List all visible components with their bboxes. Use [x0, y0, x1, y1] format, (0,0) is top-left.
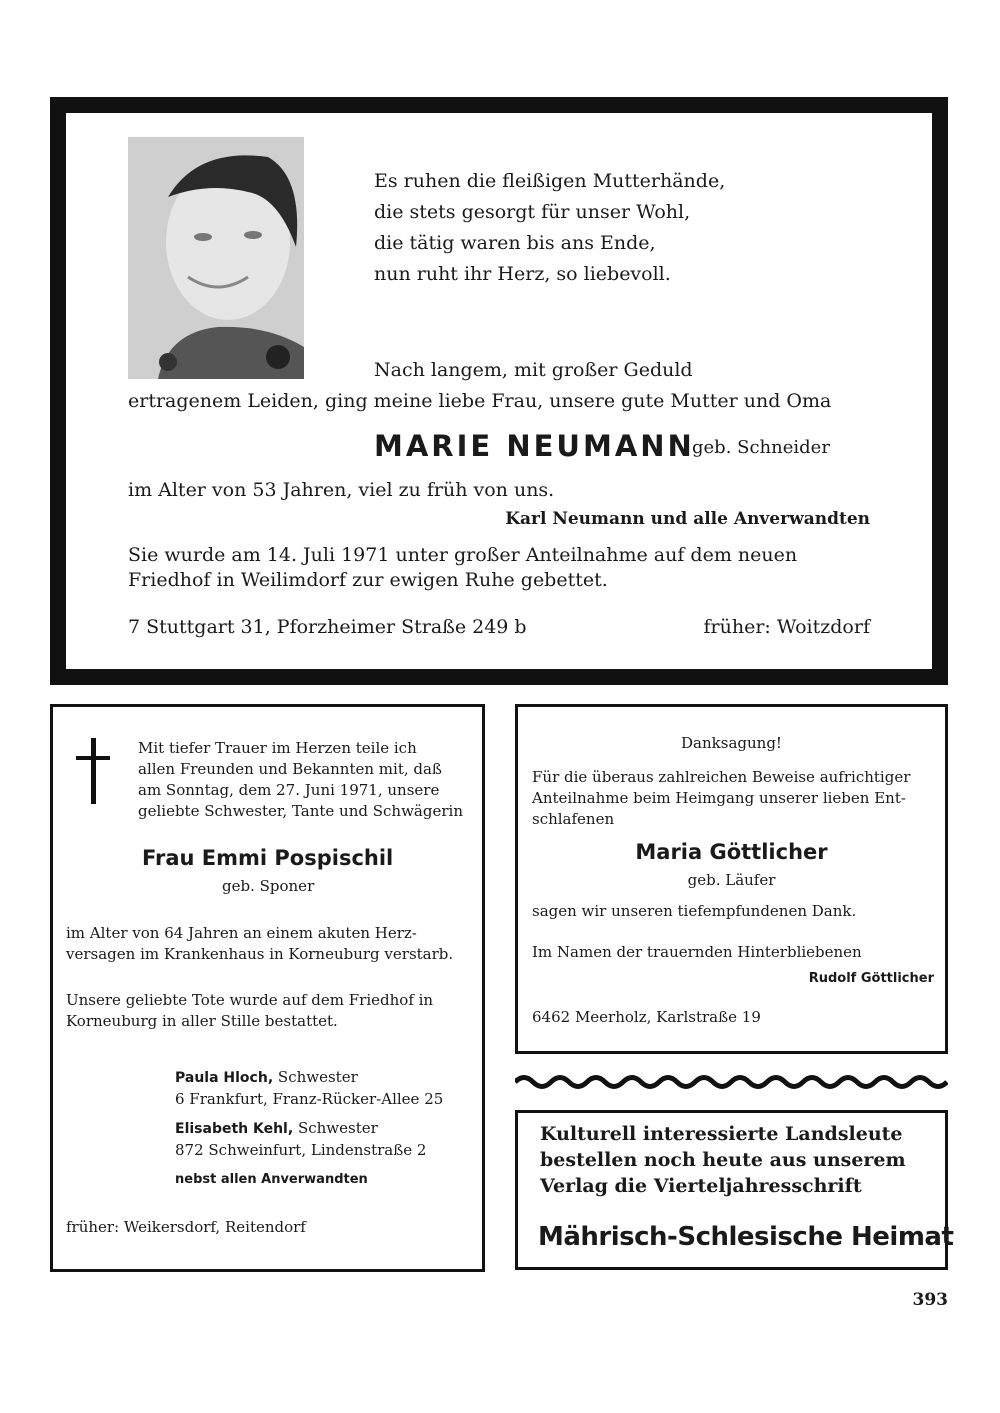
advert-line: bestellen noch heute aus unserem [540, 1149, 906, 1171]
poem-line: die tätig waren bis ans Ende, [374, 232, 656, 254]
mourner-1 [175, 1067, 443, 1110]
formerly: früher: Woitzdorf [703, 616, 870, 638]
maiden-name: geb. Schneider [692, 437, 830, 458]
age-line: im Alter von 53 Jahren, viel zu früh von uns. [128, 479, 555, 501]
right-intro-line: schlafenen [532, 810, 615, 828]
thanks-text: sagen wir unseren tiefempfundenen Dank. [532, 902, 857, 920]
left-death-line: im Alter von 64 Jahren an einem akuten Herz- [66, 924, 417, 942]
left-burial-text [66, 990, 433, 1032]
poem-line: Es ruhen die fleißigen Mutterhände, [374, 170, 726, 192]
mourner-1-name: Paula Hloch, [175, 1070, 274, 1086]
deceased-name: MARIE NEUMANN [374, 429, 695, 463]
advert-line: Kulturell interessierte Landsleute [540, 1123, 903, 1145]
mourner-2-name: Elisabeth Kehl, [175, 1121, 294, 1137]
address: 7 Stuttgart 31, Pforzheimer Straße 249 b [128, 616, 527, 638]
left-deceased-name: Frau Emmi Pospischil [142, 846, 394, 870]
left-intro-line: geliebte Schwester, Tante und Schwägerin [138, 802, 463, 820]
left-death-line: versagen im Krankenhaus in Korneuburg verstarb. [66, 945, 454, 963]
right-intro [532, 767, 935, 830]
right-address: 6462 Meerholz, Karlstraße 19 [532, 1008, 761, 1026]
mourner-2-address: 872 Schweinfurt, Lindenstraße 2 [175, 1141, 427, 1159]
burial-line-1: Sie wurde am 14. Juli 1971 unter großer Anteilnahme auf dem neuen [128, 544, 798, 566]
thanks-heading: Danksagung! [681, 734, 782, 752]
right-intro-line: Für die überaus zahlreichen Beweise aufrichtiger [532, 768, 911, 786]
right-maiden-name: geb. Läufer [687, 871, 776, 889]
advert-text [540, 1121, 906, 1199]
burial-line-2: Friedhof in Weilimdorf zur ewigen Ruhe gebettet. [128, 569, 608, 591]
mourner-2 [175, 1118, 426, 1161]
left-intro-line: am Sonntag, dem 27. Juni 1971, unsere [138, 781, 440, 799]
right-intro-line: Anteilnahme beim Heimgang unserer lieben Ent- [532, 789, 906, 807]
left-intro-line: allen Freunden und Bekannten mit, daß [138, 760, 442, 778]
right-deceased-name: Maria Göttlicher [635, 840, 828, 864]
advert-title: Mährisch-Schlesische Heimat [538, 1222, 954, 1252]
mourner-2-role: Schwester [297, 1119, 378, 1137]
left-intro [138, 738, 468, 822]
advert-line: Verlag die Vierteljahresschrift [540, 1175, 862, 1197]
left-formerly: früher: Weikersdorf, Reitendorf [66, 1218, 306, 1236]
left-burial-line: Unsere geliebte Tote wurde auf dem Friedhof in [66, 991, 434, 1009]
other-relatives: nebst allen Anverwandten [175, 1172, 368, 1187]
left-burial-line: Korneuburg in aller Stille bestattet. [66, 1012, 338, 1030]
intro-line-2: ertragenem Leiden, ging meine liebe Frau, unsere gute Mutter und Oma [128, 390, 832, 412]
poem-line: die stets gesorgt für unser Wohl, [374, 201, 691, 223]
mourner-1-address: 6 Frankfurt, Franz-Rücker-Allee 25 [175, 1090, 444, 1108]
signature: Karl Neumann und alle Anverwandten [505, 509, 870, 529]
left-death-text [66, 923, 453, 965]
right-signature: Rudolf Göttlicher [808, 971, 934, 986]
on-behalf: Im Namen der trauernden Hinterbliebenen [532, 943, 862, 961]
mourner-1-role: Schwester [277, 1068, 358, 1086]
memorial-poem [374, 166, 725, 290]
intro-line-1: Nach langem, mit großer Geduld [374, 359, 693, 381]
cross-icon [76, 738, 110, 804]
portrait-photo [128, 137, 304, 379]
page-number: 393 [912, 1290, 948, 1310]
poem-line: nun ruht ihr Herz, so liebevoll. [374, 263, 671, 285]
left-intro-line: Mit tiefer Trauer im Herzen teile ich [138, 739, 417, 757]
left-maiden-name: geb. Sponer [222, 877, 315, 895]
wave-divider [515, 1074, 948, 1090]
